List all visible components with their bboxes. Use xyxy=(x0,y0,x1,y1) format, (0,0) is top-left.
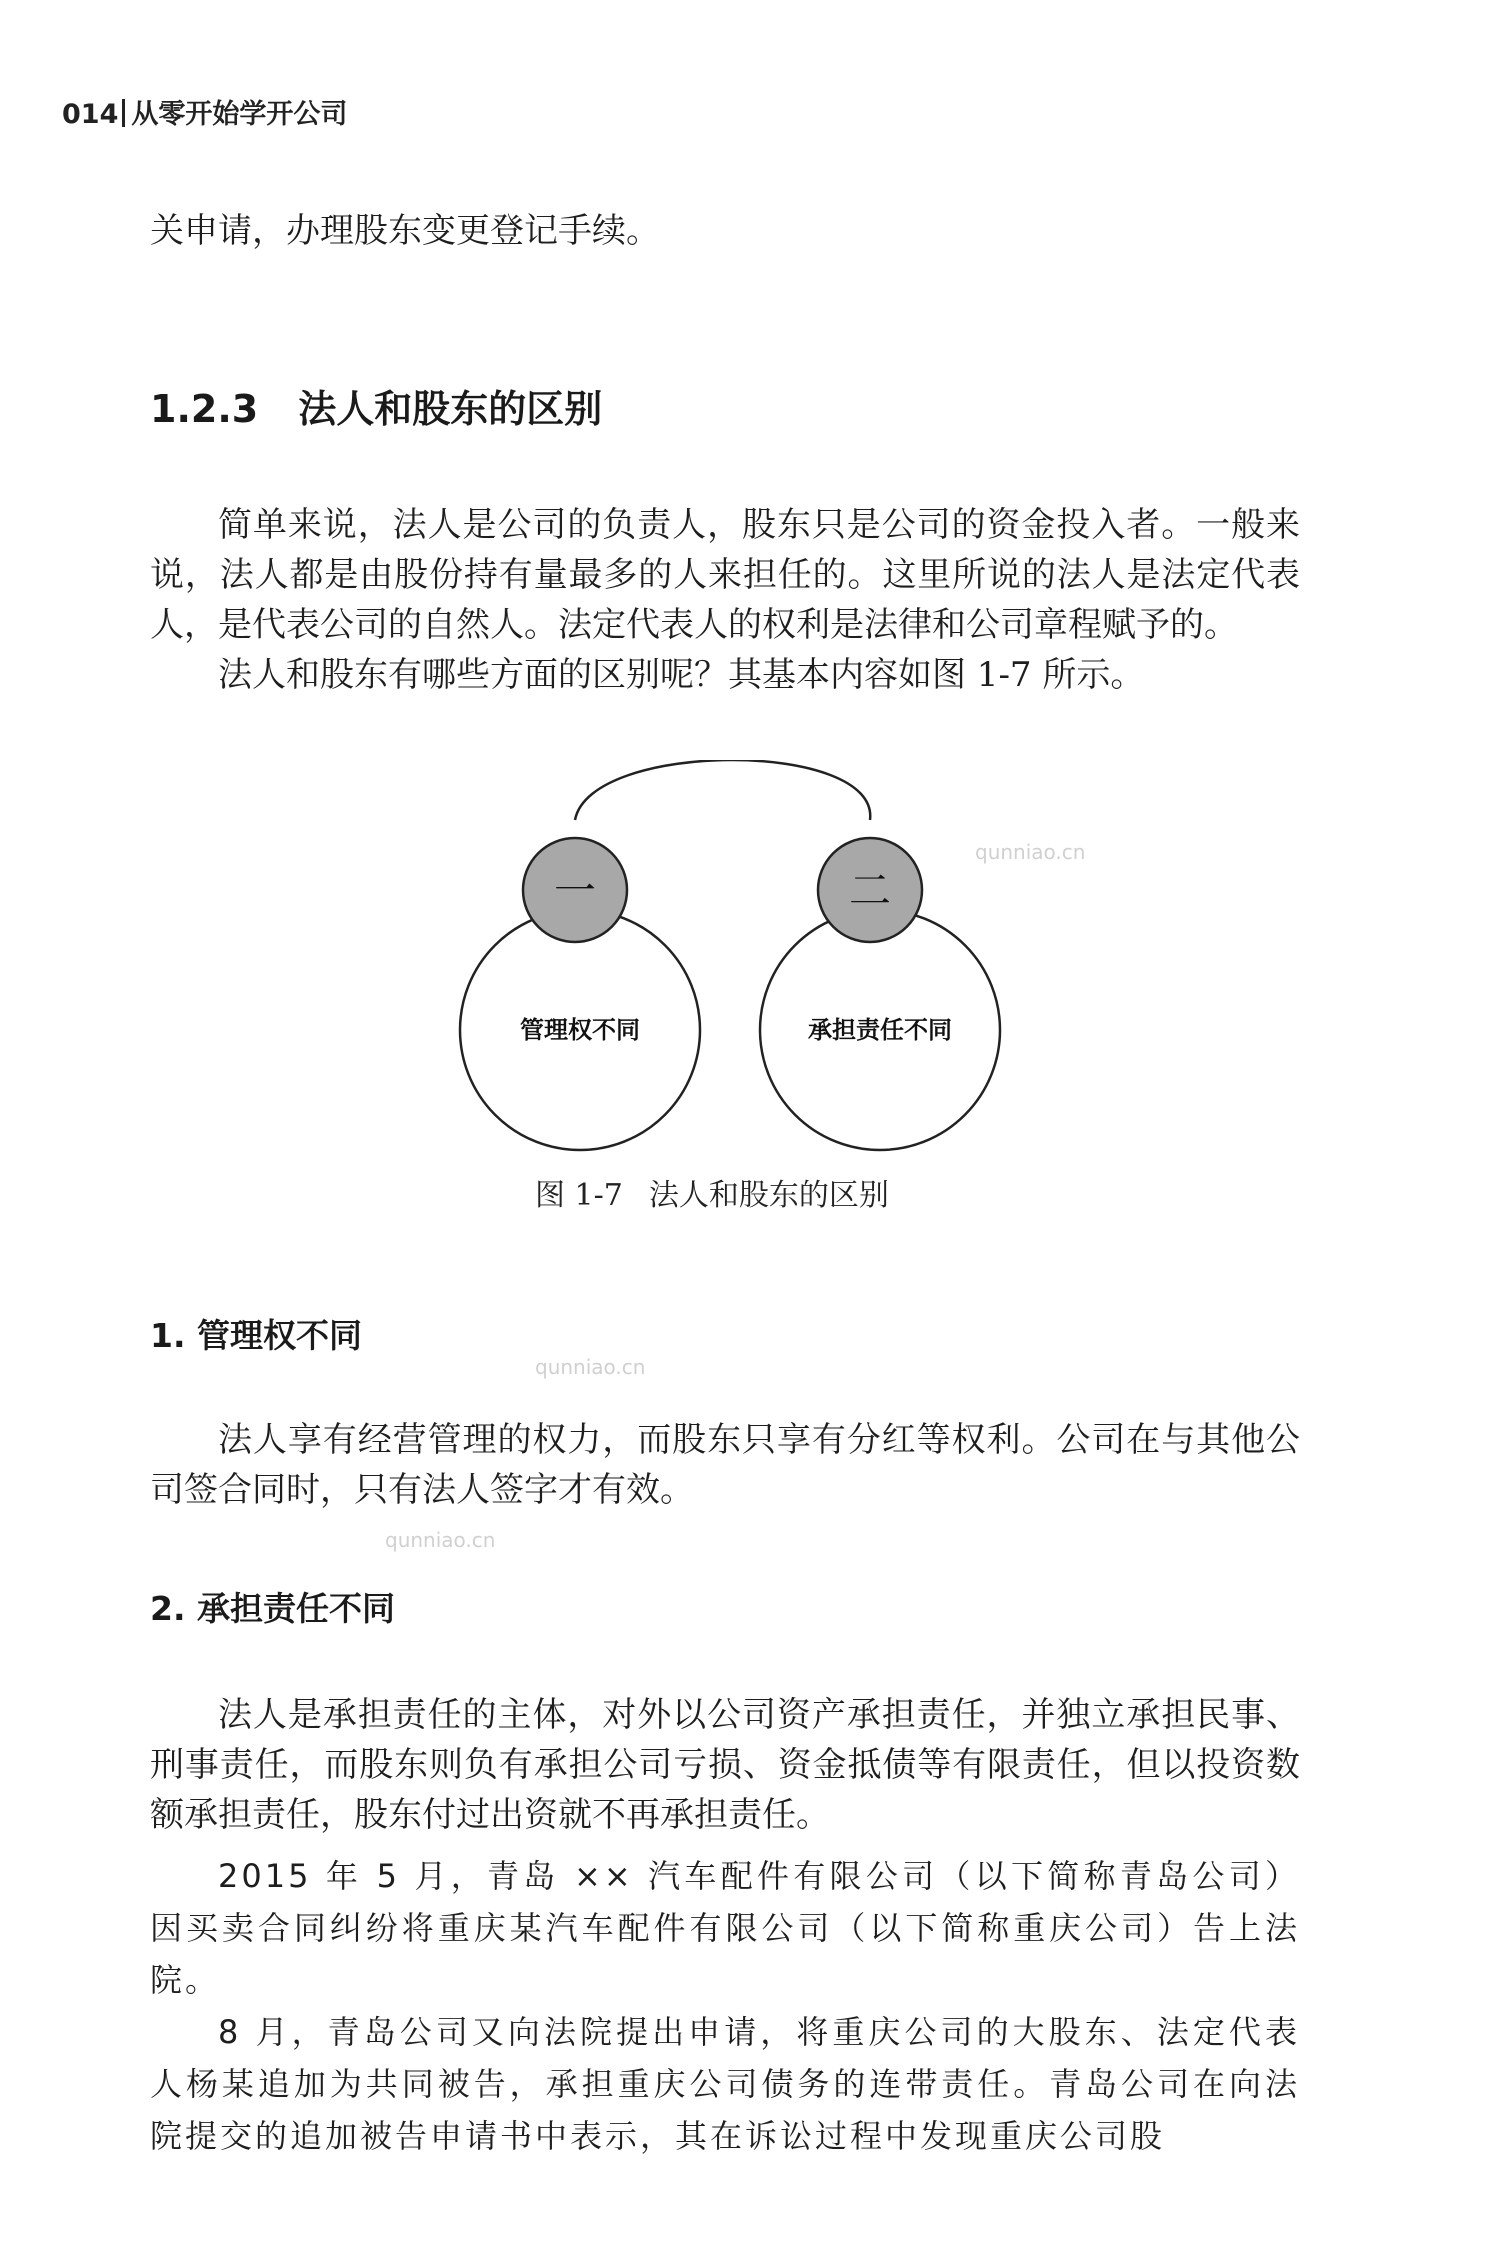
header-divider xyxy=(122,99,125,127)
running-header xyxy=(62,92,347,131)
figure-caption xyxy=(535,1170,889,1214)
intro-text: 关申请，办理股东变更登记手续。 xyxy=(150,211,660,251)
case-paragraph-1: 2015 年 5 月，青岛 ×× 汽车配件有限公司（以下简称青岛公司）因买卖合同纠纷将重庆某汽车配件有限公司（以下简称重庆公司）告上法院。 xyxy=(150,1857,1300,1999)
case-study xyxy=(150,1850,1300,2162)
subsection-2-title: 2. 承担责任不同 xyxy=(150,1589,395,1628)
paragraph-1: 简单来说，法人是公司的负责人，股东只是公司的资金投入者。一般来说，法人都是由股份持有量最多的人来担任的。这里所说的法人是法定代表人，是代表公司的自然人。法定代表人的权利是法律和公司章程赋予的。 xyxy=(150,505,1300,645)
watermark: qunniao.cn xyxy=(975,840,1086,864)
right-badge-number: 二 xyxy=(848,866,892,915)
section-heading xyxy=(150,378,602,433)
subsection-2-body xyxy=(150,1690,1300,1840)
left-circle-label: 管理权不同 xyxy=(520,1016,640,1044)
right-circle-label: 承担责任不同 xyxy=(808,1016,952,1044)
left-badge-number: 一 xyxy=(553,866,597,915)
paragraph-2: 法人和股东有哪些方面的区别呢？其基本内容如图 1-7 所示。 xyxy=(218,655,1145,695)
figure-title: 法人和股东的区别 xyxy=(648,1178,889,1213)
section-title: 法人和股东的区别 xyxy=(298,387,603,431)
subsection-1-title: 1. 管理权不同 xyxy=(150,1316,362,1355)
case-paragraph-2: 8 月，青岛公司又向法院提出申请，将重庆公司的大股东、法定代表人杨某追加为共同被告，承担重庆公司债务的连带责任。青岛公司在向法院提交的追加被告申请书中表示，其在诉讼过程中发现重庆公司股 xyxy=(150,2013,1300,2155)
watermark: qunniao.cn xyxy=(535,1355,646,1379)
watermark: qunniao.cn xyxy=(385,1528,496,1552)
intro-paragraphs xyxy=(150,500,1300,700)
page-number: 014 xyxy=(62,99,119,130)
comparison-diagram xyxy=(430,760,1050,1160)
intro-line xyxy=(150,206,1300,256)
subsection-1-body xyxy=(150,1415,1300,1515)
subsection-2-text: 法人是承担责任的主体，对外以公司资产承担责任，并独立承担民事、刑事责任，而股东则负有承担公司亏损、资金抵债等有限责任，但以投资数额承担责任，股东付过出资就不再承担责任。 xyxy=(150,1695,1300,1835)
connector-arc xyxy=(575,760,870,820)
book-title: 从零开始学开公司 xyxy=(131,99,348,130)
section-number: 1.2.3 xyxy=(150,387,259,431)
subsection-1-text: 法人享有经营管理的权力，而股东只享有分红等权利。公司在与其他公司签合同时，只有法人签字才有效。 xyxy=(150,1420,1300,1510)
figure-number: 图 1-7 xyxy=(535,1178,623,1213)
